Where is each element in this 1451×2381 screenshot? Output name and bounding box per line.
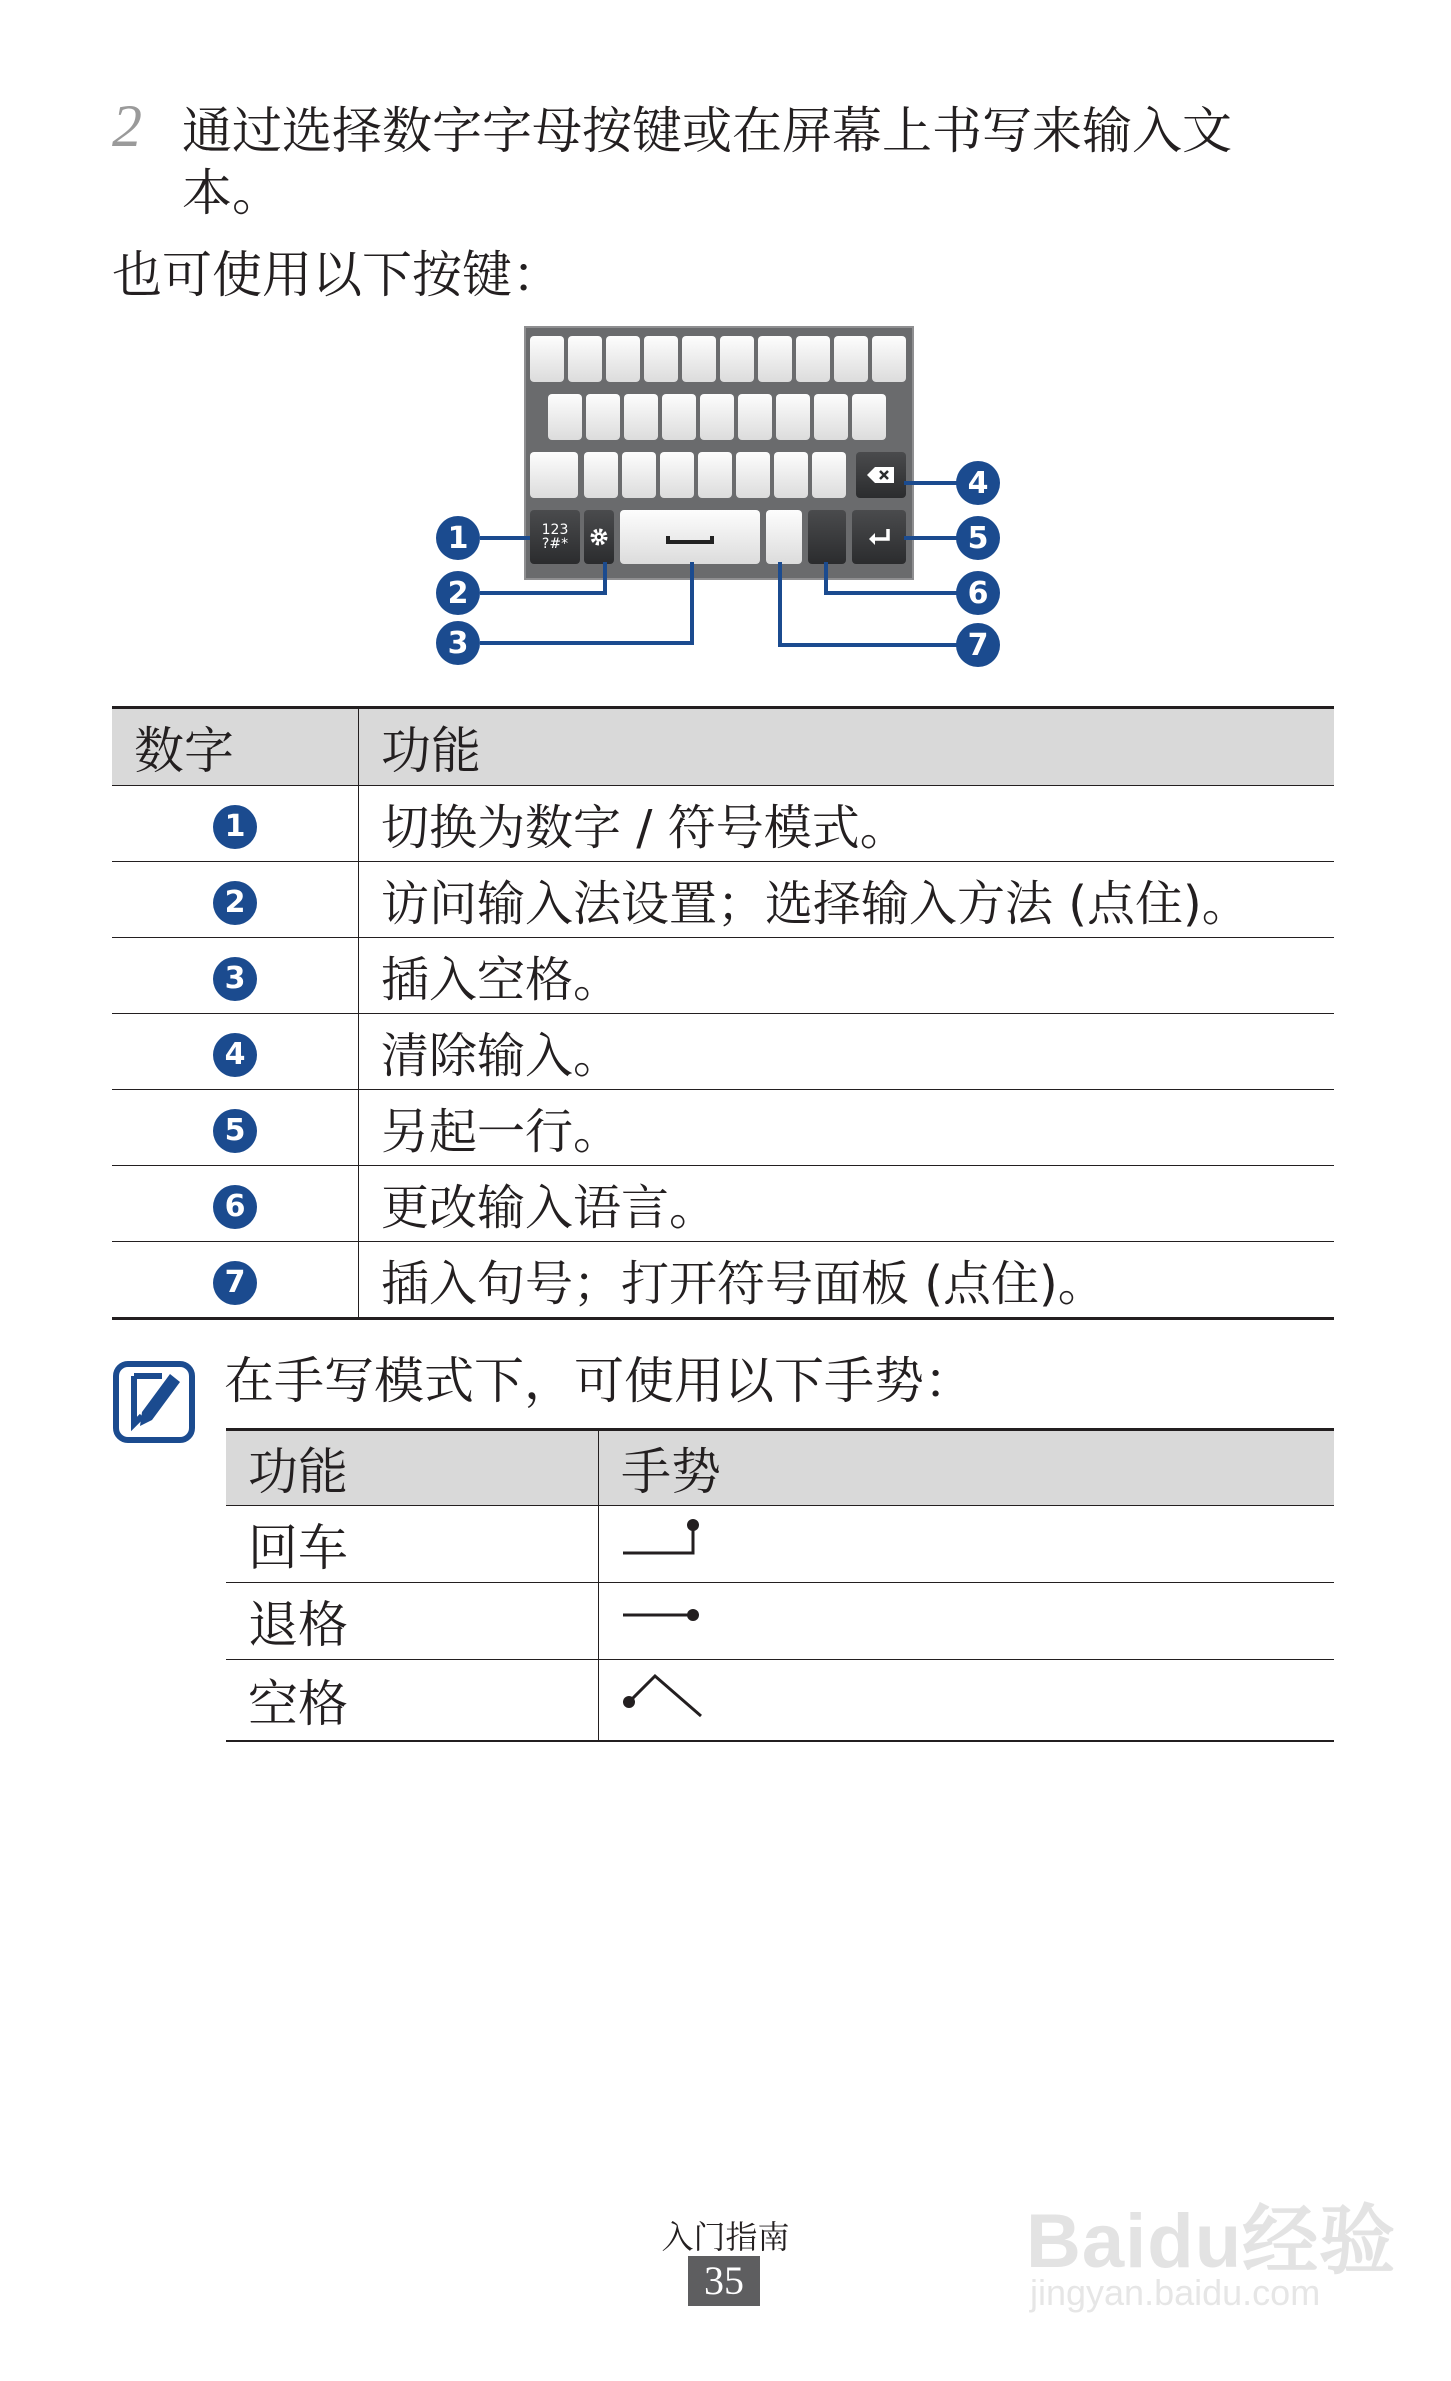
callout-3: 3 xyxy=(436,621,480,665)
row-function-cell: 更改输入语言。 xyxy=(359,1166,1335,1242)
row-number-cell xyxy=(112,862,359,938)
row-number-cell xyxy=(112,786,359,862)
header-function: 功能 xyxy=(359,708,1335,786)
number-badge: 6 xyxy=(213,1185,257,1229)
row-number-cell xyxy=(112,1014,359,1090)
table-header-row xyxy=(226,1430,1334,1506)
header-function: 功能 xyxy=(226,1430,599,1506)
table-row xyxy=(226,1506,1334,1583)
callout-1: 1 xyxy=(436,516,480,560)
page-number: 35 xyxy=(688,2256,760,2306)
space-gesture-icon xyxy=(621,1666,711,1722)
row-number-cell xyxy=(112,1242,359,1319)
table-row xyxy=(112,1166,1334,1242)
row-number-cell xyxy=(112,1090,359,1166)
step-text: 通过选择数字字母按键或在屏幕上书写来输入文本。 xyxy=(182,102,1232,222)
backspace-gesture-icon xyxy=(621,1590,701,1640)
row-number-cell xyxy=(112,1166,359,1242)
callout-4: 4 xyxy=(956,461,1000,505)
callout-2: 2 xyxy=(436,571,480,615)
watermark-logo: Baidu经验 xyxy=(1026,2199,1397,2284)
note-text: 在手写模式下，可使用以下手势： xyxy=(224,1352,974,1410)
callout-lines xyxy=(0,0,1451,700)
row-function-cell: 插入句号；打开符号面板 (点住)。 xyxy=(359,1242,1335,1319)
intro-text: 也可使用以下按键： xyxy=(112,246,562,304)
gesture-function-cell: 回车 xyxy=(226,1506,599,1583)
gesture-function-cell: 空格 xyxy=(226,1660,599,1742)
number-badge: 7 xyxy=(213,1261,257,1305)
row-number-cell xyxy=(112,938,359,1014)
key-function-table xyxy=(112,706,1334,1320)
number-badge: 3 xyxy=(213,957,257,1001)
step-number: 2 xyxy=(112,93,142,159)
gesture-cell xyxy=(599,1583,1335,1660)
row-function-cell: 插入空格。 xyxy=(359,938,1335,1014)
gesture-function-cell: 退格 xyxy=(226,1583,599,1660)
table-row xyxy=(112,1242,1334,1319)
number-badge: 1 xyxy=(213,805,257,849)
note-icon xyxy=(112,1360,196,1444)
number-badge: 2 xyxy=(213,881,257,925)
table-row xyxy=(226,1660,1334,1742)
header-number: 数字 xyxy=(112,708,359,786)
table-row xyxy=(112,1090,1334,1166)
number-badge: 5 xyxy=(213,1109,257,1153)
table-row xyxy=(112,862,1334,938)
table-row xyxy=(112,938,1334,1014)
number-badge: 4 xyxy=(213,1033,257,1077)
row-function-cell: 切换为数字 / 符号模式。 xyxy=(359,786,1335,862)
table-row xyxy=(112,1014,1334,1090)
callout-7: 7 xyxy=(956,623,1000,667)
gesture-cell xyxy=(599,1660,1335,1742)
table-header-row xyxy=(112,708,1334,786)
header-gesture: 手势 xyxy=(599,1430,1335,1506)
callout-6: 6 xyxy=(956,571,1000,615)
table-row xyxy=(112,786,1334,862)
gesture-table xyxy=(226,1428,1334,1742)
callout-5: 5 xyxy=(956,516,1000,560)
footer-section-title: 入门指南 xyxy=(661,2218,790,2256)
row-function-cell: 清除输入。 xyxy=(359,1014,1335,1090)
symbol-key-label: 123 ?#* xyxy=(541,522,569,552)
table-row xyxy=(226,1583,1334,1660)
row-function-cell: 另起一行。 xyxy=(359,1090,1335,1166)
gesture-cell xyxy=(599,1506,1335,1583)
row-function-cell: 访问输入法设置；选择输入方法 (点住)。 xyxy=(359,862,1335,938)
enter-gesture-icon xyxy=(621,1513,701,1563)
watermark-url: jingyan.baidu.com xyxy=(1030,2272,1321,2313)
